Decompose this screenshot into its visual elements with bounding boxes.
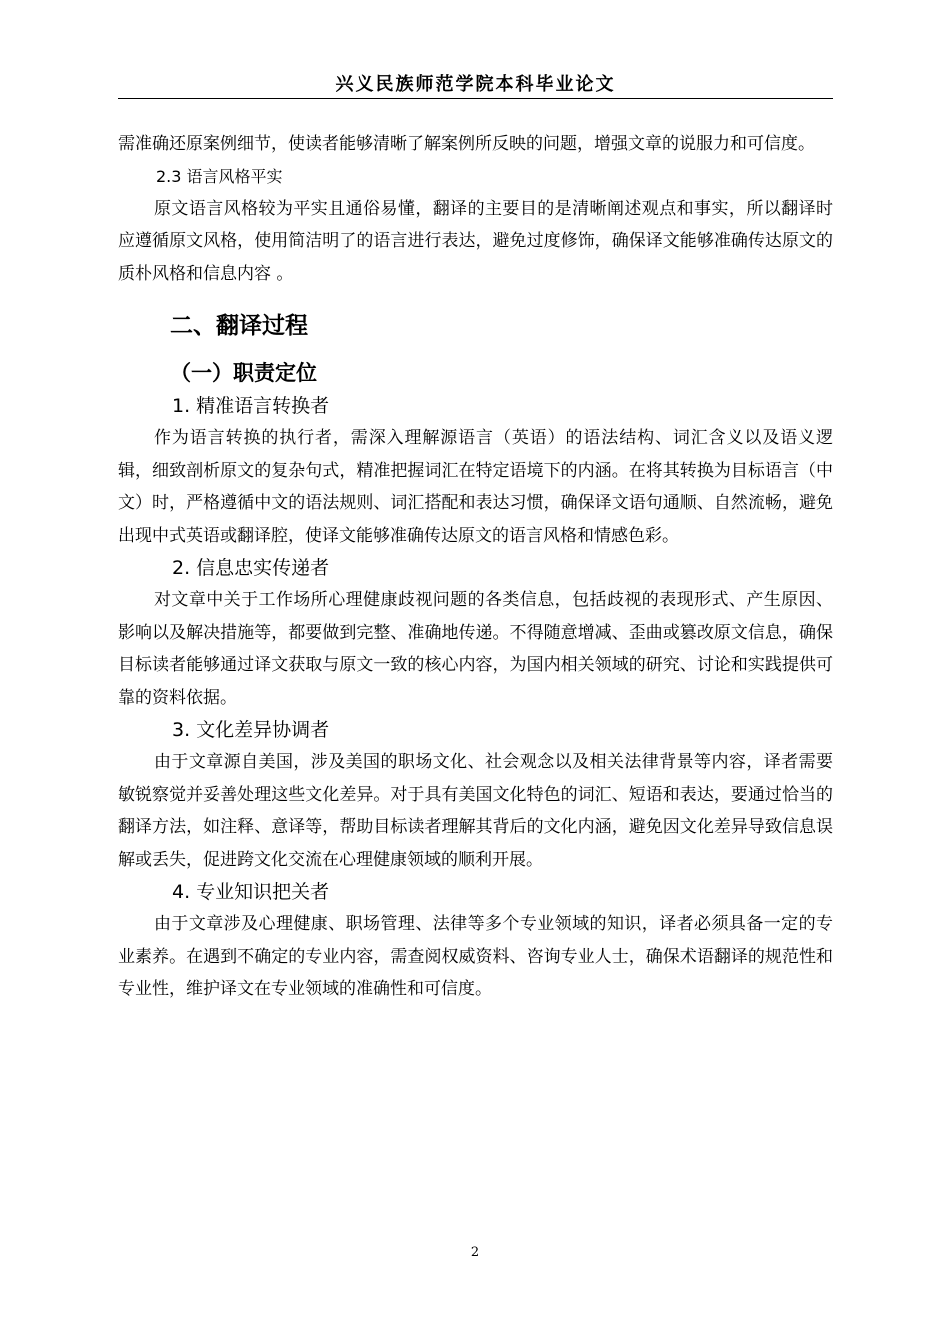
- page-header: 兴义民族师范学院本科毕业论文: [118, 72, 833, 99]
- paragraph: 对文章中关于工作场所心理健康歧视问题的各类信息，包括歧视的表现形式、产生原因、影响以及解决措施等，都要做到完整、准确地传递。不得随意增减、歪曲或篡改原文信息，确保目标读者能够通过译文获取与原文一致的核心内容，为国内相关领域的研究、讨论和实践提供可靠的资料依据。: [118, 590, 833, 708]
- paragraph: 作为语言转换的执行者，需深入理解源语言（英语）的语法结构、词汇含义以及语义逻辑，细致剖析原文的复杂句式，精准把握词汇在特定语境下的内涵。在将其转换为目标语言（中文）时，严格遵循中文的语法规则、词汇搭配和表达习惯，确保译文语句通顺、自然流畅，避免出现中式英语或翻译腔，使译文能够准确传达原文的语言风格和情感色彩。: [118, 428, 833, 546]
- page-number: 2: [470, 1245, 480, 1260]
- paragraph: 由于文章涉及心理健康、职场管理、法律等多个专业领域的知识，译者必须具备一定的专业素养。在遇到不确定的专业内容，需查阅权威资料、咨询专业人士，确保术语翻译的规范性和专业性，维护译文在专业领域的准确性和可信度。: [118, 914, 833, 999]
- paragraph: 需准确还原案例细节，使读者能够清晰了解案例所反映的问题，增强文章的说服力和可信度。: [118, 134, 815, 154]
- subsection-heading: 4. 专业知识把关者: [172, 881, 330, 903]
- paragraph: 原文语言风格较为平实且通俗易懂，翻译的主要目的是清晰阐述观点和事实，所以翻译时应遵循原文风格，使用简洁明了的语言进行表达，避免过度修饰，确保译文能够准确传达原文的质朴风格和信息内容 。: [118, 198, 833, 284]
- paragraph: 由于文章源自美国，涉及美国的职场文化、社会观念以及相关法律背景等内容，译者需要敏锐察觉并妥善处理这些文化差异。对于具有美国文化特色的词汇、短语和表达，要通过恰当的翻译方法，如注释、意译等，帮助目标读者理解其背后的文化内涵，避免因文化差异导致信息误解或丢失，促进跨文化交流在心理健康领域的顺利开展。: [118, 752, 833, 870]
- chapter-heading: 二、翻译过程: [170, 313, 308, 339]
- document-body: [118, 128, 833, 1006]
- section-heading: （一）职责定位: [170, 361, 317, 385]
- subsection-heading: 3. 文化差异协调者: [172, 719, 330, 741]
- subsection-heading: 2. 信息忠实传递者: [172, 557, 330, 579]
- subsection-heading: 1. 精准语言转换者: [172, 395, 330, 417]
- subsection-heading: 2.3 语言风格平实: [156, 166, 283, 186]
